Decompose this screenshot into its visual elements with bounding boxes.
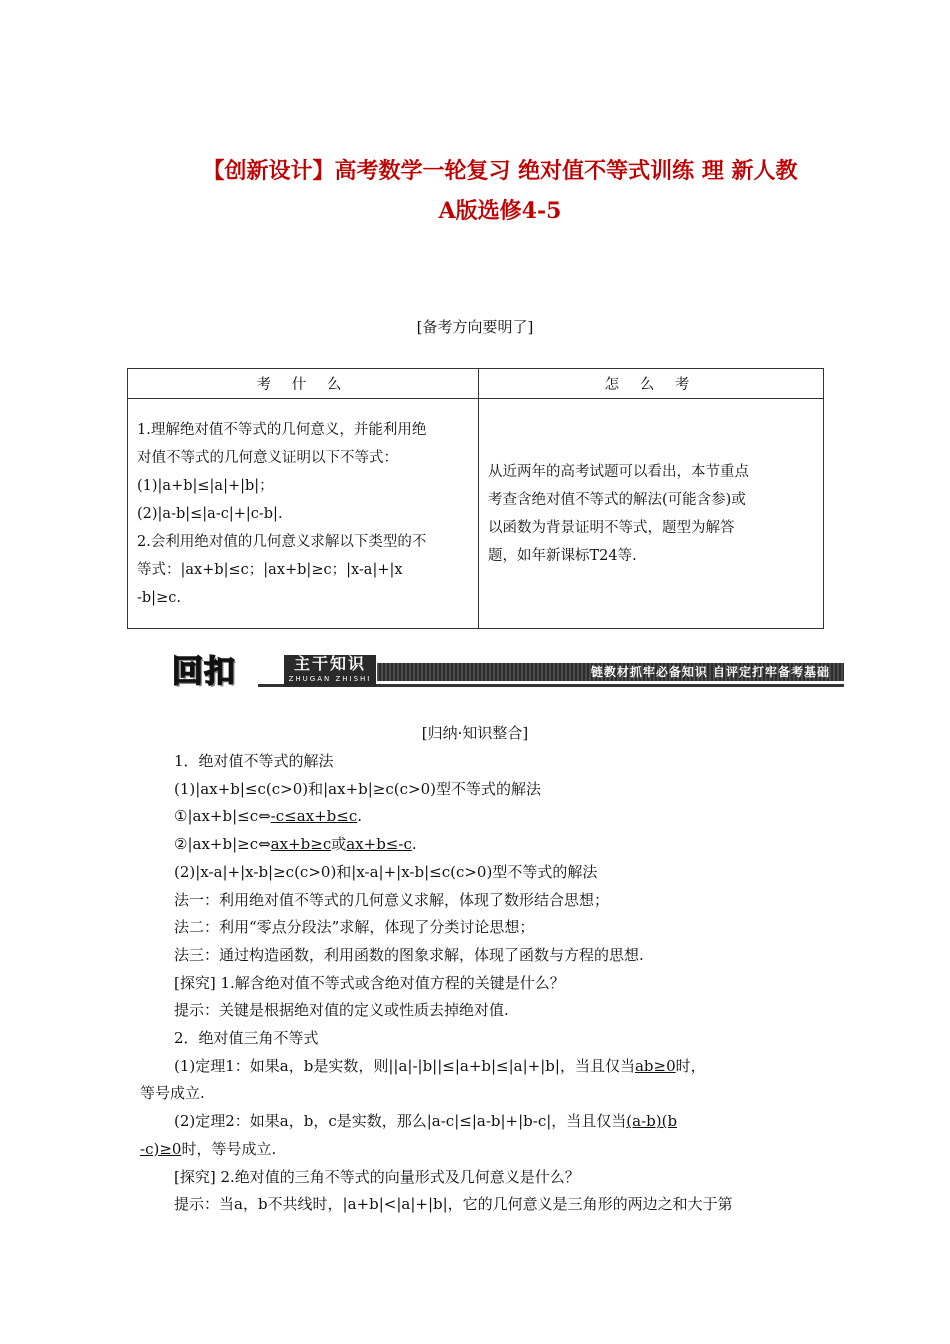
paragraph: 法一：利用绝对值不等式的几何意义求解，体现了数形结合思想；	[174, 890, 610, 909]
document-title-line1: 【创新设计】高考数学一轮复习 绝对值不等式训练 理 新人教	[202, 158, 798, 184]
exam-direction-table	[127, 368, 824, 629]
paragraph: (1)|ax+b|≤c(c>0)和|ax+b|≥c(c>0)型不等式的解法	[174, 779, 541, 798]
section-caption-knowledge: [归纳·知识整合]	[421, 724, 529, 742]
analysis-line: 考查含绝对值不等式的解法(可能含参)或	[488, 491, 746, 508]
paragraph	[140, 1136, 820, 1164]
paragraph: 法三：通过构造函数，利用函数的图象求解，体现了函数与方程的思想.	[174, 945, 644, 964]
paragraph	[140, 1053, 820, 1081]
section-caption-exam-direction: [备考方向要明了]	[416, 318, 534, 336]
requirement-line: 等式：|ax+b|≤c；|ax+b|≥c；|x-a|+|x	[137, 561, 403, 578]
text-span: (2)定理2：如果a，b，c是实数，那么|a-c|≤|a-b|+|b-c|，当且仅当	[174, 1112, 627, 1131]
table-header-row	[128, 369, 824, 399]
underlined-answer: (a-b)(b	[626, 1112, 678, 1131]
underlined-answer: ab≥0	[634, 1056, 676, 1075]
text-span: ②|ax+b|≥c⇔	[174, 835, 271, 854]
requirement-line: 2.会利用绝对值的几何意义求解以下类型的不	[137, 533, 427, 550]
underlined-answer: -c≤ax+b≤c	[270, 807, 358, 826]
text-span: 或	[331, 835, 347, 854]
paragraph: 等号成立.	[140, 1084, 205, 1103]
paragraph: 提示：关键是根据绝对值的定义或性质去掉绝对值.	[174, 1001, 509, 1020]
paragraph: 提示：当a，b不共线时，|a+b|<|a|+|b|，它的几何意义是三角形的两边之和大于第	[174, 1195, 733, 1214]
knowledge-body	[140, 748, 820, 1219]
requirement-line: -b|≥c.	[137, 589, 181, 606]
section-banner	[172, 655, 844, 690]
underlined-answer: -c)≥0	[140, 1139, 182, 1158]
requirement-line: (2)|a-b|≤|a-c|+|c-b|.	[137, 505, 283, 522]
text-span: .	[411, 835, 417, 854]
text-span: .	[357, 807, 363, 826]
analysis-line: 从近两年的高考试题可以看出，本节重点	[488, 463, 749, 480]
paragraph: 1．绝对值不等式的解法	[174, 752, 334, 770]
table-cell-requirements	[128, 399, 479, 629]
paragraph: [探究] 1.解含绝对值不等式或含绝对值方程的关键是什么？	[174, 973, 565, 992]
underlined-answer: ax+b≤-c	[346, 835, 412, 854]
paragraph: 法二：利用“零点分段法”求解，体现了分类讨论思想；	[174, 918, 535, 937]
banner-title: 回扣	[172, 654, 236, 690]
text-span: (1)定理1：如果a，b是实数，则||a|-|b||≤|a+b|≤|a|+|b|，当且仅当	[174, 1056, 635, 1075]
paragraph: (2)|x-a|+|x-b|≥c(c>0)和|x-a|+|x-b|≤c(c>0)型不等式的解法	[174, 862, 598, 881]
banner-subtitle-box	[284, 655, 376, 687]
table-header-what: 考 什 么	[128, 369, 479, 399]
text-span: 时，等号成立.	[181, 1139, 277, 1158]
table-cell-exam-analysis	[479, 399, 824, 629]
banner-subtitle: 主干知识	[293, 654, 366, 673]
requirement-line: (1)|a+b|≤|a|+|b|；	[137, 477, 274, 494]
table-header-how: 怎 么 考	[479, 369, 824, 399]
document-title-line2: A版选修4-5	[438, 198, 562, 224]
text-span: ①|ax+b|≤c⇔	[174, 807, 271, 826]
requirement-line: 对值不等式的几何意义证明以下不等式：	[137, 449, 398, 466]
paragraph: 2．绝对值三角不等式	[174, 1029, 319, 1048]
analysis-line: 以函数为背景证明不等式，题型为解答	[488, 519, 735, 536]
text-span: 时，	[675, 1056, 706, 1075]
paragraph	[140, 803, 820, 831]
table-row	[128, 399, 824, 629]
paragraph: [探究] 2.绝对值的三角不等式的向量形式及几何意义是什么？	[174, 1167, 580, 1186]
paragraph	[140, 1108, 820, 1136]
analysis-line: 题，如年新课标T24等.	[488, 547, 637, 564]
banner-pinyin: ZHUGAN ZHISHI	[288, 675, 372, 683]
paragraph	[140, 831, 820, 859]
underlined-answer: ax+b≥c	[270, 835, 332, 854]
requirement-line: 1.理解绝对值不等式的几何意义，并能利用绝	[137, 421, 427, 438]
banner-slogan: 链教材抓牢必备知识 自评定打牢备考基础	[377, 663, 844, 681]
